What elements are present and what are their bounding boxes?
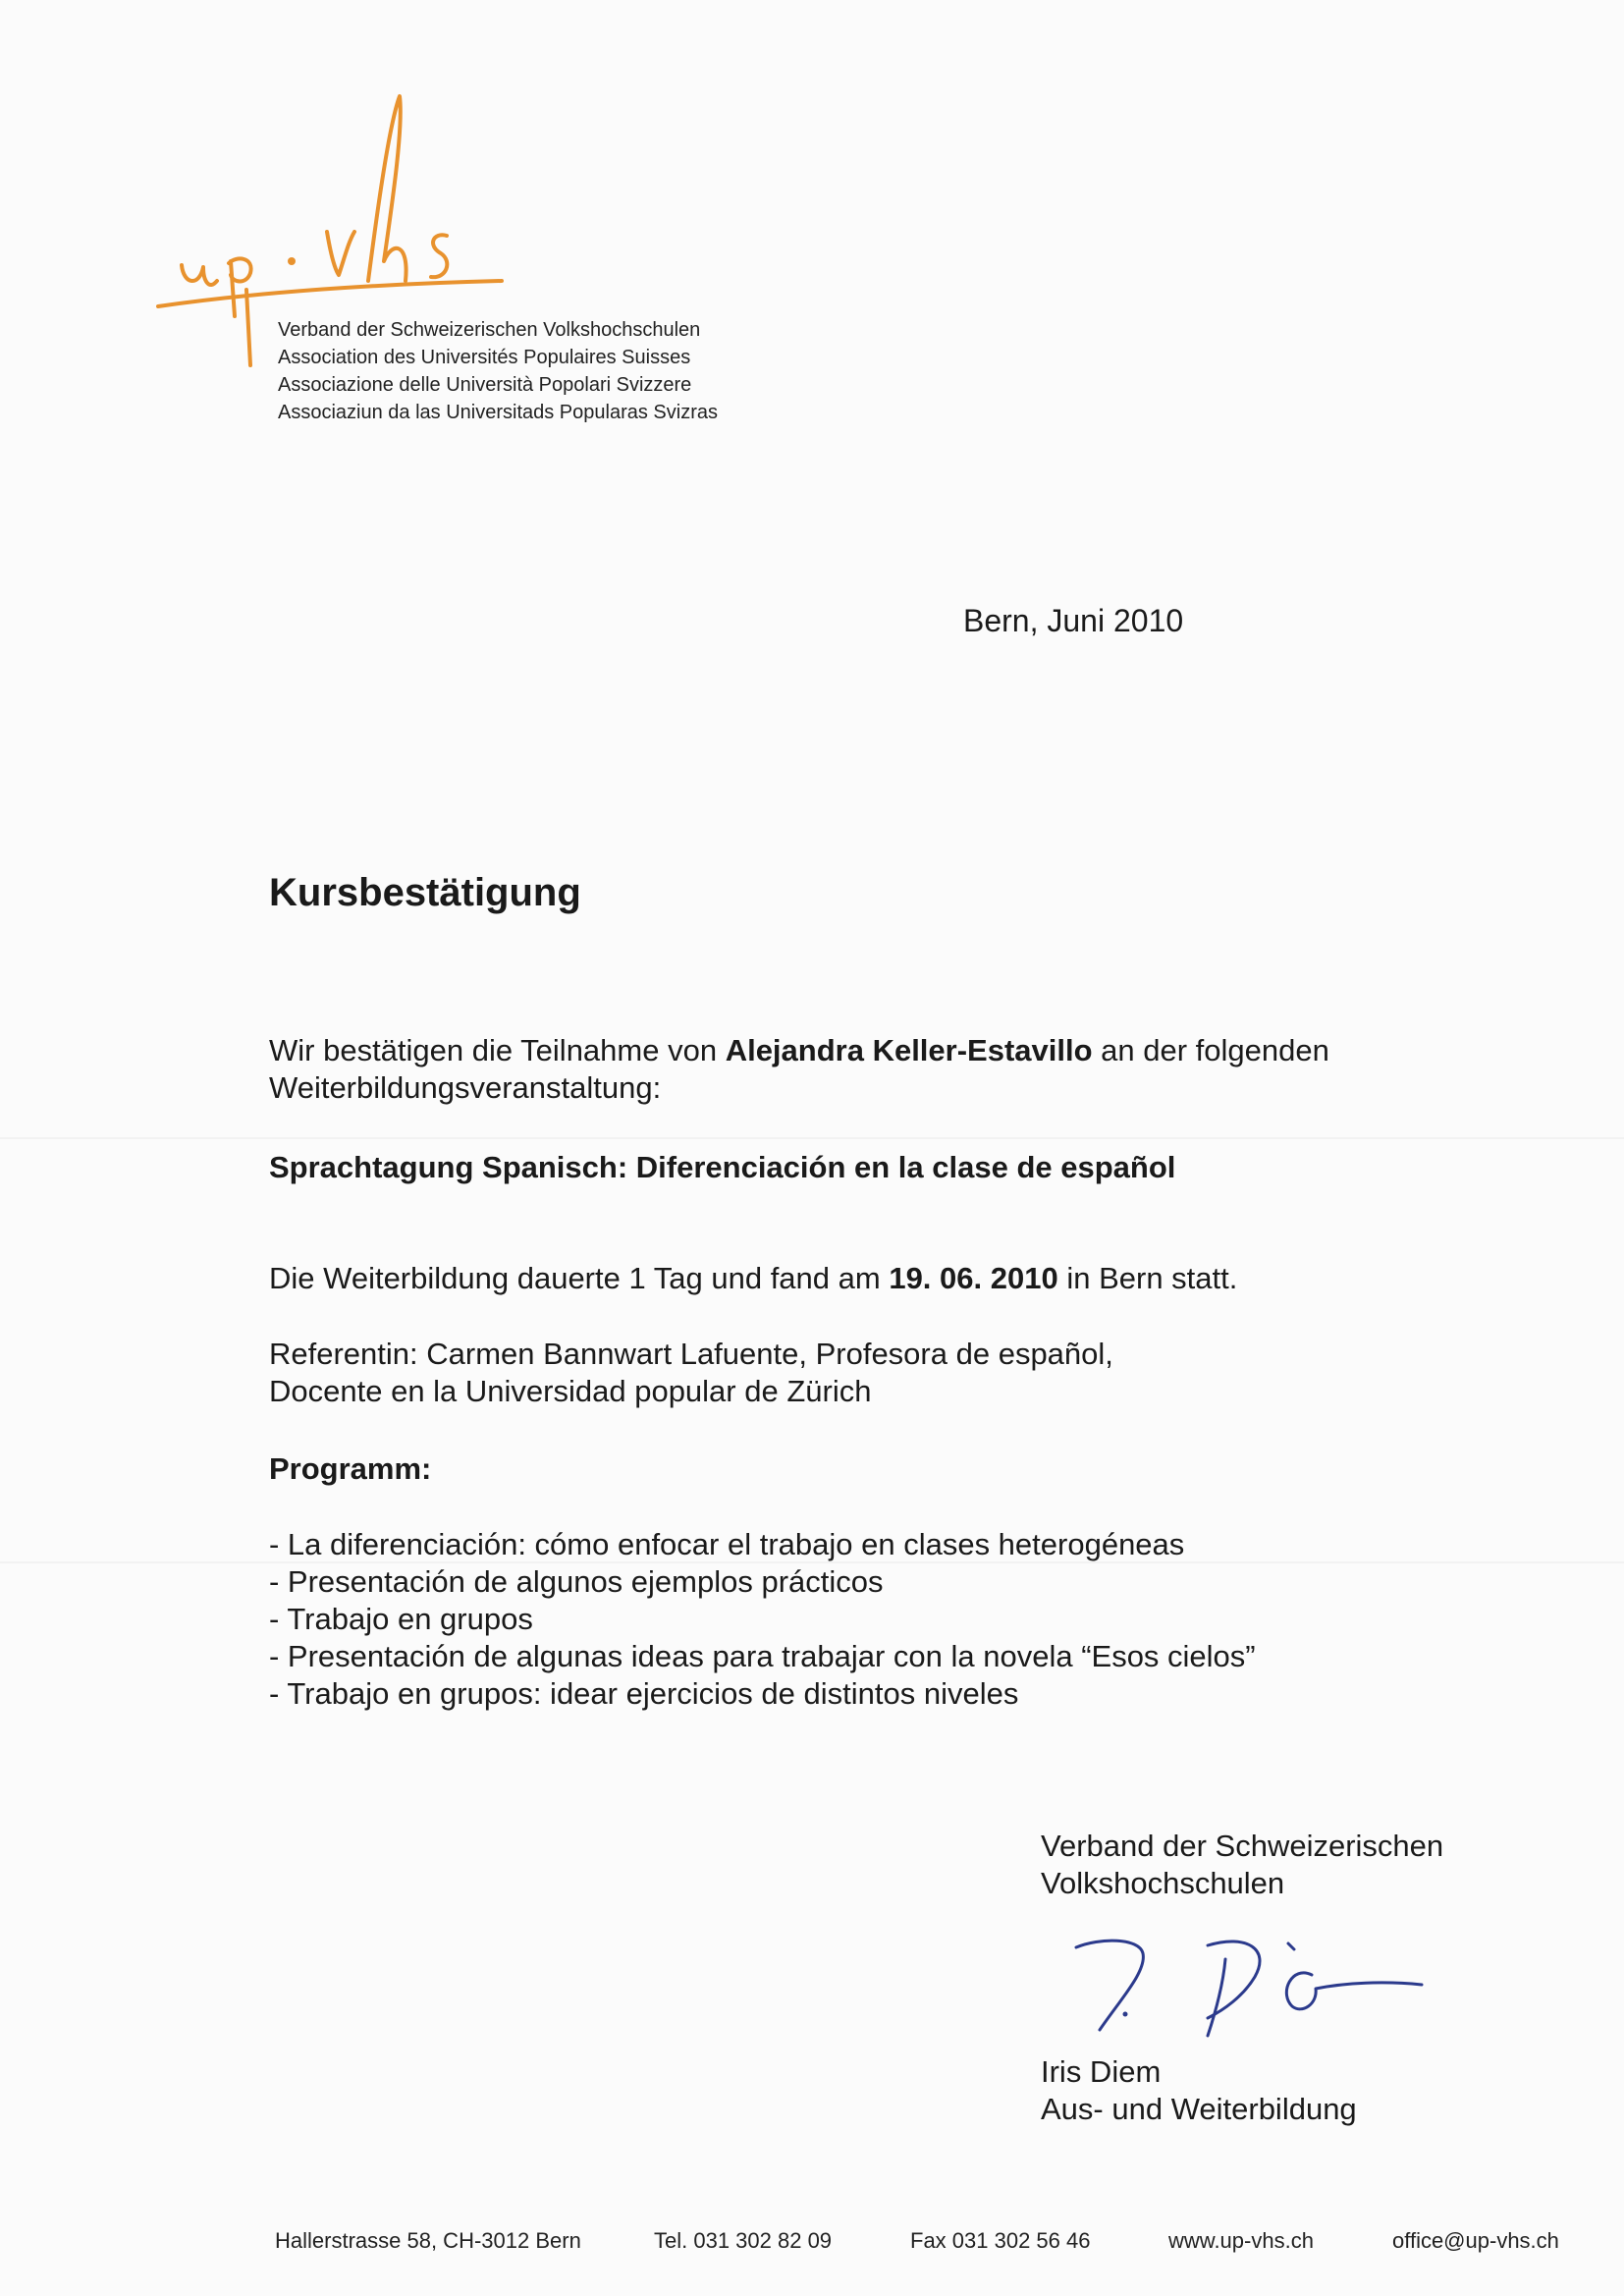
footer-fax: Fax 031 302 56 46 xyxy=(910,2228,1091,2253)
footer-tel: Tel. 031 302 82 09 xyxy=(654,2228,833,2253)
speaker-line-1: Referentin: Carmen Bannwart Lafuente, Profesora de español, xyxy=(269,1337,1113,1371)
course-date: 19. 06. 2010 xyxy=(889,1261,1058,1295)
intro-text: an der folgenden xyxy=(1092,1033,1329,1067)
duration-paragraph xyxy=(269,1260,1237,1297)
signatory-name: Iris Diem xyxy=(1041,2054,1162,2089)
date-line: Bern, Juni 2010 xyxy=(963,603,1184,638)
program-item: - Presentación de algunos ejemplos prácticos xyxy=(269,1564,884,1599)
participant-name: Alejandra Keller-Estavillo xyxy=(725,1033,1093,1067)
program-label: Programm: xyxy=(269,1451,432,1486)
signatory-role: Aus- und Weiterbildung xyxy=(1041,2092,1357,2126)
program-item: - Presentación de algunas ideas para trabajar con la novela “Esos cielos” xyxy=(269,1639,1256,1673)
program-list xyxy=(269,1526,1256,1713)
footer-email-link[interactable]: office@up-vhs.ch xyxy=(1392,2228,1559,2253)
program-item: - Trabajo en grupos: idear ejercicios de distintos niveles xyxy=(269,1676,1019,1711)
org-name-rm: Associaziun da las Universitads Popularas Svizras xyxy=(278,402,718,423)
document-title: Kursbestätigung xyxy=(269,871,581,914)
signatory-block xyxy=(1041,2053,1357,2128)
letterhead-org-names xyxy=(278,316,718,426)
closing-org-line-2: Volkshochschulen xyxy=(1041,1866,1285,1900)
speaker-line-2: Docente en la Universidad popular de Zürich xyxy=(269,1374,872,1408)
intro-paragraph xyxy=(269,1032,1329,1107)
course-title: Sprachtagung Spanisch: Diferenciación en la clase de español xyxy=(269,1150,1176,1184)
org-name-fr: Association des Universités Populaires Suisses xyxy=(278,347,691,368)
duration-text: Die Weiterbildung dauerte 1 Tag und fand am xyxy=(269,1261,890,1295)
speaker-paragraph xyxy=(269,1336,1113,1410)
org-name-de: Verband der Schweizerischen Volkshochschulen xyxy=(278,319,701,341)
org-name-it: Associazione delle Università Popolari Svizzere xyxy=(278,374,692,396)
intro-text: Wir bestätigen die Teilnahme von xyxy=(269,1033,726,1067)
handwritten-signature xyxy=(1060,1920,1434,2048)
closing-org-line-1: Verband der Schweizerischen xyxy=(1041,1829,1444,1863)
intro-line-1 xyxy=(269,1032,1329,1069)
paper-fold xyxy=(0,1137,1624,1139)
program-item: - Trabajo en grupos xyxy=(269,1602,533,1636)
footer-address: Hallerstrasse 58, CH-3012 Bern xyxy=(275,2228,581,2253)
duration-text: in Bern statt. xyxy=(1057,1261,1238,1295)
program-item: - La diferenciación: cómo enfocar el trabajo en clases heterogéneas xyxy=(269,1527,1185,1561)
intro-line-2: Weiterbildungsveranstaltung: xyxy=(269,1070,662,1105)
closing-organization xyxy=(1041,1828,1443,1902)
footer-website-link[interactable]: www.up-vhs.ch xyxy=(1168,2228,1314,2253)
